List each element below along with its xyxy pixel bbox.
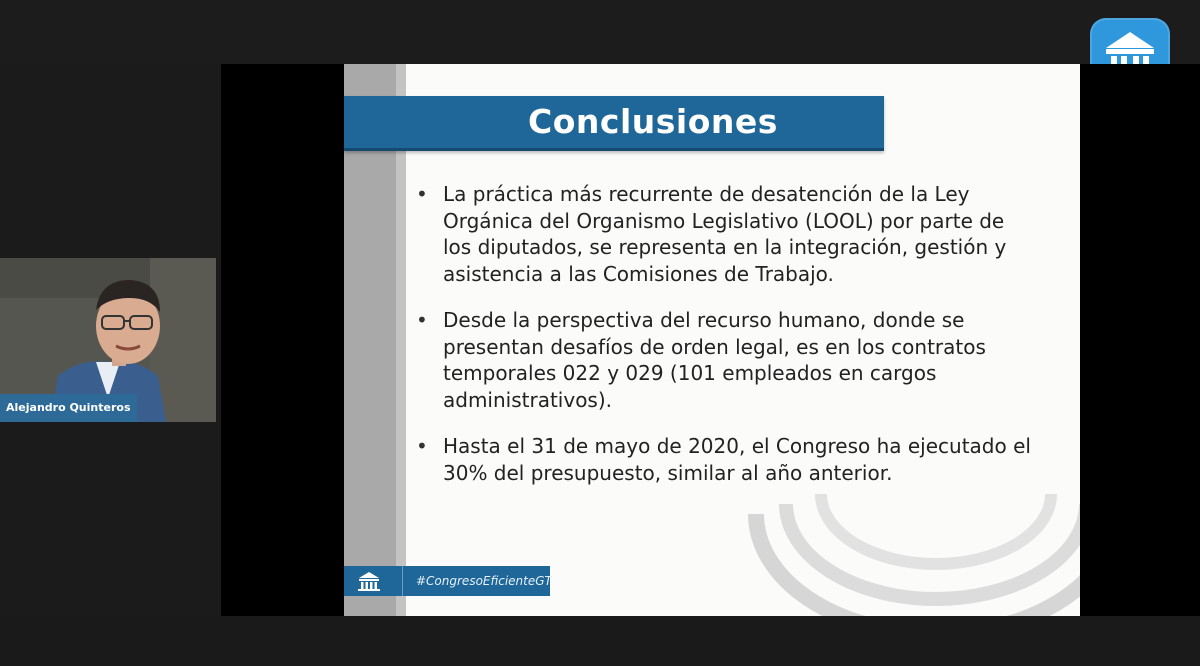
bullet-line: asistencia a las Comisiones de Trabajo.: [443, 261, 834, 286]
participant-name-tag: Alejandro Quinteros: [0, 394, 137, 422]
bottom-bar: [0, 616, 1200, 666]
bullet-line: administrativos).: [443, 387, 613, 412]
bullet-line: los diputados, se representa en la integración, gestión y: [443, 235, 1007, 259]
bullet-line: La práctica más recurrente de desatención de la Ley: [443, 182, 970, 206]
top-bar: [0, 0, 1200, 64]
bullet-line: Desde la perspectiva del recurso humano, donde se: [443, 308, 965, 332]
bullet-line: Orgánica del Organismo Legislativo (LOOL) por parte de: [443, 208, 1005, 233]
bullet-item: [416, 433, 1046, 486]
slide-title-bar: [344, 96, 884, 151]
bullet-line: temporales 022 y 029 (101 empleados en cargos: [443, 361, 937, 385]
bullet-list: [416, 181, 1046, 506]
bullet-item: [416, 181, 1046, 287]
bullet-dot-icon: •: [416, 308, 428, 332]
capitol-building-icon: [356, 569, 382, 593]
footer-hashtag: #CongresoEficienteGT: [416, 574, 552, 588]
bullet-item: [416, 307, 1046, 413]
bullet-dot-icon: •: [416, 434, 428, 458]
footer-divider: [402, 566, 403, 596]
bullet-line: Hasta el 31 de mayo de 2020, el Congreso ha ejecutado el: [443, 434, 1031, 458]
slide-title: Conclusiones: [528, 102, 778, 141]
bullet-line: 30% del presupuesto, similar al año anterior.: [443, 460, 893, 485]
presentation-slide: [344, 64, 1080, 616]
bullet-dot-icon: •: [416, 182, 428, 206]
slide-footer-bar: [344, 566, 550, 596]
participant-video-tile[interactable]: [0, 258, 216, 422]
bullet-line: presentan desafíos de orden legal, es en los contratos: [443, 334, 986, 359]
